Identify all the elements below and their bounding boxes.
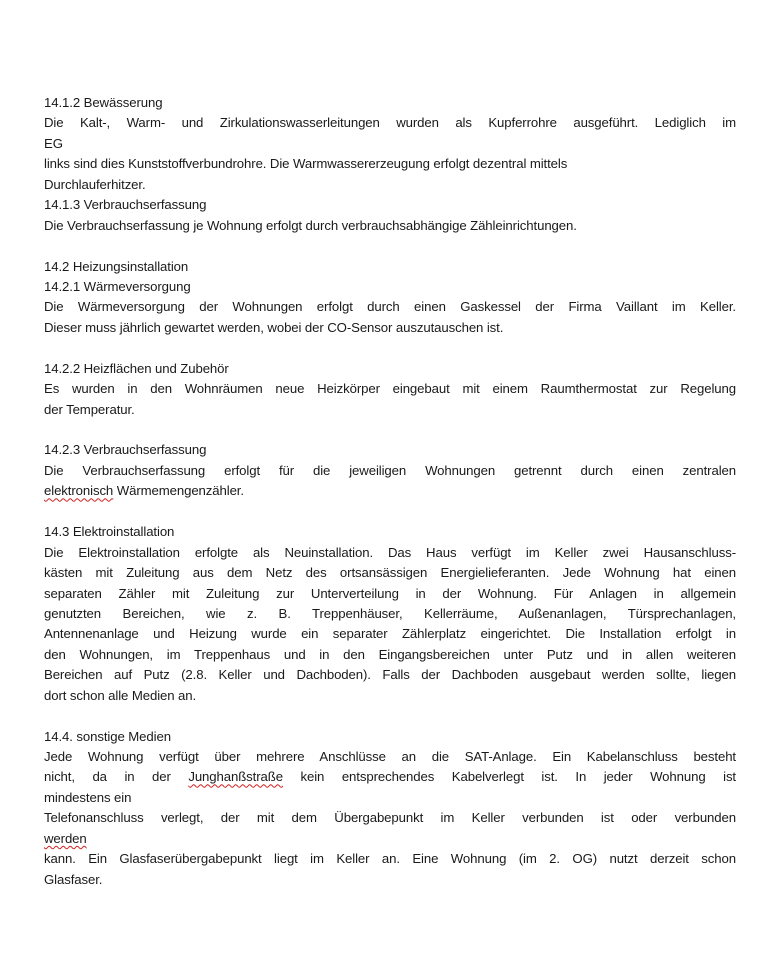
heading-14-3: 14.3 Elektroinstallation: [44, 524, 175, 540]
misspelled-word[interactable]: werden: [44, 830, 87, 846]
blank-line: [44, 706, 736, 726]
paragraph-line: Dieser muss jährlich gewartet werden, wobei der CO-Sensor auszutauschen ist.: [44, 319, 504, 335]
heading-14-1-2: 14.1.2 Bewässerung: [44, 95, 163, 110]
paragraph-line: links sind dies Kunststoffverbundrohre. Die Warmwassererzeugung erfolgt dezentral mittels: [44, 156, 568, 172]
paragraph-line: den Wohnungen, im Treppenhaus und in den Eingangsbereichen unter Putz und in allen weiteren: [44, 646, 736, 662]
paragraph-line: Antennenanlage und Heizung wurde ein separater Zählerplatz eingerichtet. Die Installation erfolgt in: [44, 626, 736, 642]
heading-14-2: 14.2 Heizungsinstallation: [44, 258, 189, 274]
paragraph-line: Die Kalt-, Warm- und Zirkulationswasserleitungen wurden als Kupferrohre ausgeführt. Lediglich im: [44, 115, 736, 131]
paragraph-line: dort schon alle Medien an.: [44, 687, 197, 703]
paragraph-line: der Temperatur.: [44, 401, 135, 417]
text: nicht, da in der: [44, 769, 189, 785]
paragraph-line: mindestens ein: [44, 789, 132, 805]
paragraph-line: separaten Zähler mit Zuleitung zur Unterverteilung in der Wohnung. Für Anlagen in allgemein: [44, 585, 736, 601]
blank-line: [44, 236, 736, 256]
paragraph-line: Die Elektroinstallation erfolgte als Neuinstallation. Das Haus verfügt im Keller zwei Hausanschluss-: [44, 544, 736, 560]
paragraph-line: Bereichen auf Putz (2.8. Keller und Dachboden). Falls der Dachboden ausgebaut werden sollte, liegen: [44, 667, 736, 683]
paragraph-line: kann. Ein Glasfaserübergabepunkt liegt im Keller an. Eine Wohnung (im 2. OG) nutzt derzeit schon: [44, 851, 736, 867]
heading-14-2-1: 14.2.1 Wärmeversorgung: [44, 278, 191, 294]
heading-14-4: 14.4. sonstige Medien: [44, 728, 171, 744]
blank-line: [44, 420, 736, 440]
paragraph-line: Die Verbrauchserfassung erfolgt für die jeweiligen Wohnungen getrennt durch einen zentralen: [44, 462, 736, 478]
text: kein entsprechendes Kabelverlegt ist. In jeder Wohnung ist: [282, 769, 736, 785]
paragraph-line: Glasfaser.: [44, 871, 103, 887]
misspelled-word[interactable]: elektronisch: [44, 483, 114, 499]
paragraph-line: genutzten Bereichen, wie z. B. Treppenhäuser, Kellerräume, Außenanlagen, Türsprechanlagen,: [44, 605, 736, 621]
paragraph-line: [44, 481, 736, 501]
heading-14-2-2: 14.2.2 Heizflächen und Zubehör: [44, 360, 229, 376]
document-page: [44, 93, 736, 890]
misspelled-word[interactable]: Junghanßstraße: [188, 769, 283, 785]
blank-line: [44, 338, 736, 358]
paragraph-line: Telefonanschluss verlegt, der mit dem Übergabepunkt im Keller verbunden ist oder verbunden: [44, 810, 736, 826]
paragraph-line: Die Verbrauchserfassung je Wohnung erfolgt durch verbrauchsabhängige Zähleinrichtungen.: [44, 217, 577, 233]
paragraph-line: [44, 829, 736, 849]
paragraph-line: Jede Wohnung verfügt über mehrere Anschlüsse an die SAT-Anlage. Ein Kabelanschluss besteht: [44, 749, 736, 764]
paragraph-line: kästen mit Zuleitung aus dem Netz des ortsansässigen Energielieferanten. Jede Wohnung hat einen: [44, 565, 736, 581]
text: Wärmemengenzähler.: [113, 483, 244, 499]
paragraph-line: Die Wärmeversorgung der Wohnungen erfolgt durch einen Gaskessel der Firma Vaillant im Keller.: [44, 299, 736, 315]
blank-line: [44, 502, 736, 522]
paragraph-line: EG: [44, 135, 63, 151]
paragraph-line: [44, 767, 736, 787]
heading-14-2-3: 14.2.3 Verbrauchserfassung: [44, 442, 207, 458]
heading-14-1-3: 14.1.3 Verbrauchserfassung: [44, 197, 207, 213]
paragraph-line: Es wurden in den Wohnräumen neue Heizkörper eingebaut mit einem Raumthermostat zur Regelung: [44, 381, 736, 397]
paragraph-line: Durchlauferhitzer.: [44, 176, 146, 192]
